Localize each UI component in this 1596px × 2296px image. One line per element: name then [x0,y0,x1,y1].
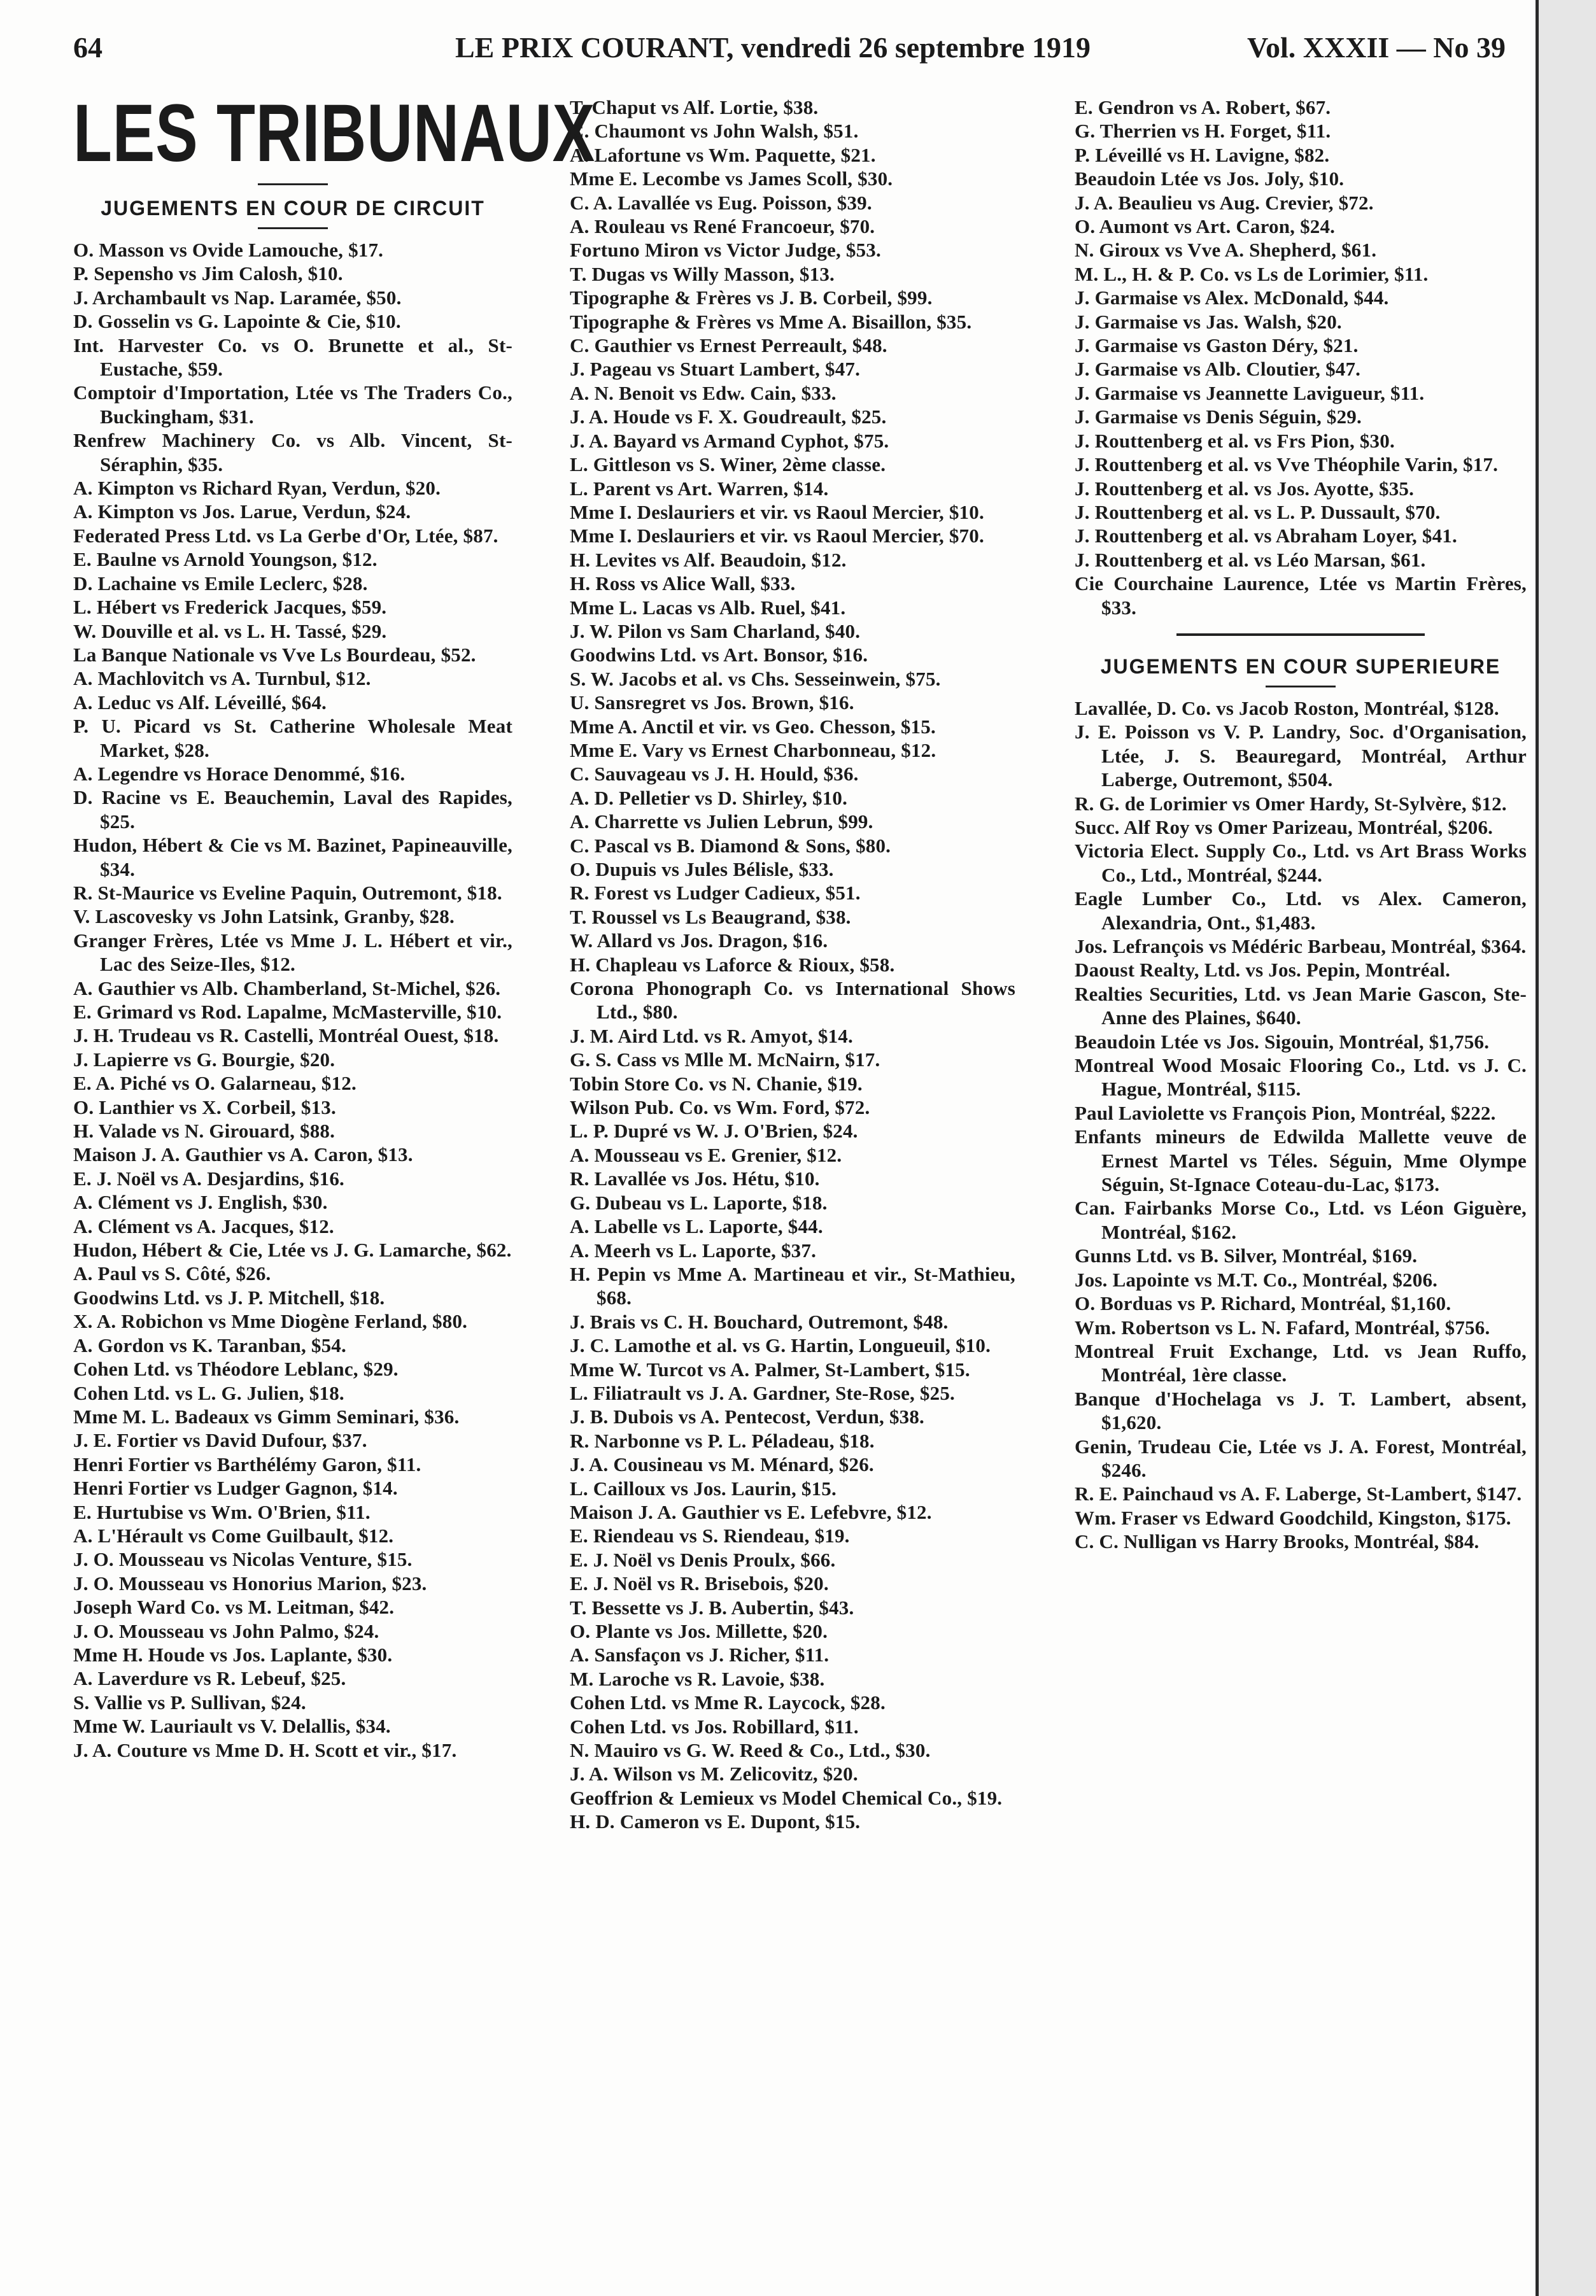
judgement-entry: C. Pascal vs B. Diamond & Sons, $80. [570,834,891,857]
judgement-entry: A. Charrette vs Julien Lebrun, $99. [570,810,873,833]
judgement-entry: J. A. Cousineau vs M. Ménard, $26. [570,1453,874,1476]
judgement-entry: Renfrew Machinery Co. vs Alb. Vincent, St-Séraphin, $35. [73,429,512,475]
judgement-entry: T. Dugas vs Willy Masson, $13. [570,262,835,285]
judgement-entry: P. Sepensho vs Jim Calosh, $10. [73,262,343,285]
judgement-entry: D. Gosselin vs G. Lapointe & Cie, $10. [73,310,401,333]
judgement-entry: Corona Phonograph Co. vs International Shows Ltd., $80. [570,977,1015,1024]
judgement-entry: Tipographe & Frères vs J. B. Corbeil, $99. [570,286,933,309]
judgement-entry: Mme W. Lauriault vs V. Delallis, $34. [73,1715,391,1738]
column-3 [1075,95,1527,1554]
judgement-entry: R. Forest vs Ludger Cadieux, $51. [570,882,861,905]
judgement-entry: J. Lapierre vs G. Bourgie, $20. [73,1048,335,1071]
judgement-entry: J. Garmaise vs Jeannette Lavigueur, $11. [1075,381,1425,404]
judgement-entry: G. Dubeau vs L. Laporte, $18. [570,1191,828,1214]
judgement-entry: D. Racine vs E. Beauchemin, Laval des Rapides, $25. [73,786,512,833]
judgement-entry: S. W. Jacobs et al. vs Chs. Sesseinwein, $75. [570,667,941,690]
judgement-entry: J. C. Lamothe et al. vs G. Hartin, Longueuil, $10. [570,1334,991,1357]
judgement-entry: E. A. Piché vs O. Galarneau, $12. [73,1072,357,1095]
judgement-entry: T. Chaput vs Alf. Lortie, $38. [570,96,819,118]
judgement-entry: E. J. Noël vs Denis Proulx, $66. [570,1548,836,1571]
judgement-entry: E. Gendron vs A. Robert, $67. [1075,96,1331,118]
judgement-entry: Mme L. Lacas vs Alb. Ruel, $41. [570,596,846,619]
judgement-entry: Maison J. A. Gauthier vs A. Caron, $13. [73,1143,413,1166]
judgement-entry: Cohen Ltd. vs L. G. Julien, $18. [73,1381,344,1404]
judgement-entry: T. Bessette vs J. B. Aubertin, $43. [570,1596,854,1619]
judgement-entry: A. Laverdure vs R. Lebeuf, $25. [73,1667,346,1690]
judgement-entry: H. Valade vs N. Girouard, $88. [73,1120,335,1143]
judgement-entry: C. A. Lavallée vs Eug. Poisson, $39. [570,191,872,214]
judgement-entry: U. Sansregret vs Jos. Brown, $16. [570,691,854,714]
judgement-list-superieure [1075,696,1527,1554]
judgement-entry: J. B. Dubois vs A. Pentecost, Verdun, $38. [570,1405,924,1428]
judgement-entry: A. Sansfaçon vs J. Richer, $11. [570,1644,830,1666]
section-divider [1176,633,1425,636]
judgement-entry: Goodwins Ltd. vs J. P. Mitchell, $18. [73,1286,385,1309]
judgement-entry: H. Pepin vs Mme A. Martineau et vir., St-Mathieu, $68. [570,1262,1015,1309]
judgement-entry: A. L'Hérault vs Come Guilbault, $12. [73,1524,394,1547]
judgement-entry: A. N. Benoit vs Edw. Cain, $33. [570,381,837,404]
judgement-entry: J. E. Poisson vs V. P. Landry, Soc. d'Organisation, Ltée, J. S. Beauregard, Montréal, Arthur Laberge, Outremont, $504. [1075,721,1527,791]
judgement-entry: D. Lachaine vs Emile Leclerc, $28. [73,572,368,595]
judgement-entry: R. Lavallée vs Jos. Hétu, $10. [570,1167,820,1190]
judgement-entry: N. Giroux vs Vve A. Shepherd, $61. [1075,239,1377,262]
judgement-entry: S. Vallie vs P. Sullivan, $24. [73,1691,306,1714]
judgement-entry: Lavallée, D. Co. vs Jacob Roston, Montréal, $128. [1075,696,1499,719]
judgement-entry: J. Routtenberg et al. vs Abraham Loyer, $41. [1075,525,1457,547]
judgement-entry: J. O. Mousseau vs John Palmo, $24. [73,1619,379,1642]
column-2 [570,95,1015,1834]
judgement-list-circuit-3 [1075,95,1527,619]
judgement-entry: J. Routtenberg et al. vs Vve Théophile Varin, $17. [1075,453,1499,476]
judgement-entry: J. A. Houde vs F. X. Goudreault, $25. [570,405,887,428]
judgement-entry: J. A. Bayard vs Armand Cyphot, $75. [570,429,889,452]
judgement-entry: O. Plante vs Jos. Millette, $20. [570,1620,828,1642]
masthead-title: LES TRIBUNAUX [73,88,595,179]
judgement-entry: W. Douville et al. vs L. H. Tassé, $29. [73,619,387,642]
judgement-entry: Fortuno Miron vs Victor Judge, $53. [570,239,881,262]
judgement-entry: J. Pageau vs Stuart Lambert, $47. [570,358,861,381]
section-heading-circuit: JUGEMENTS EN COUR DE CIRCUIT [101,197,485,220]
judgement-entry: Jos. Lefrançois vs Médéric Barbeau, Montréal, $364. [1075,935,1527,957]
judgement-entry: Comptoir d'Importation, Ltée vs The Traders Co., Buckingham, $31. [73,381,512,428]
judgement-entry: H. Ross vs Alice Wall, $33. [570,572,796,595]
judgement-entry: J. O. Mousseau vs Honorius Marion, $23. [73,1572,427,1595]
judgement-entry: E. J. Noël vs A. Desjardins, $16. [73,1167,344,1190]
judgement-entry: Paul Laviolette vs François Pion, Montréal, $222. [1075,1101,1496,1124]
judgement-entry: O. Masson vs Ovide Lamouche, $17. [73,239,384,261]
judgement-entry: R. E. Painchaud vs A. F. Laberge, St-Lambert, $147. [1075,1483,1522,1505]
judgement-entry: G. S. Cass vs Mlle M. McNairn, $17. [570,1048,880,1071]
judgement-entry: J. O. Mousseau vs Nicolas Venture, $15. [73,1548,413,1571]
judgement-entry: La Banque Nationale vs Vve Ls Bourdeau, $52. [73,643,476,666]
judgement-entry: R. G. de Lorimier vs Omer Hardy, St-Sylvère, $12. [1075,792,1507,815]
judgement-entry: A. Kimpton vs Jos. Larue, Verdun, $24. [73,500,411,523]
judgement-entry: Wm. Fraser vs Edward Goodchild, Kingston, $175. [1075,1506,1511,1529]
judgement-entry: T. Roussel vs Ls Beaugrand, $38. [570,905,851,928]
judgement-entry: Mme H. Houde vs Jos. Laplante, $30. [73,1643,393,1666]
judgement-entry: Beaudoin Ltée vs Jos. Joly, $10. [1075,167,1345,190]
judgement-entry: Eagle Lumber Co., Ltd. vs Alex. Cameron, Alexandria, Ont., $1,483. [1075,887,1527,934]
judgement-entry: A. Gordon vs K. Taranban, $54. [73,1334,346,1356]
judgement-entry: M. Laroche vs R. Lavoie, $38. [570,1667,825,1690]
judgement-entry: A. Clément vs A. Jacques, $12. [73,1215,334,1237]
judgement-entry: X. A. Robichon vs Mme Diogène Ferland, $80. [73,1310,468,1333]
judgement-entry: Mme M. L. Badeaux vs Gimm Seminari, $36. [73,1405,460,1428]
judgement-entry: P. U. Picard vs St. Catherine Wholesale Meat Market, $28. [73,715,512,761]
judgement-entry: J. Routtenberg et al. vs L. P. Dussault, $70. [1075,500,1441,523]
judgement-entry: Int. Harvester Co. vs O. Brunette et al., St-Eustache, $59. [73,334,512,381]
judgement-entry: J. H. Trudeau vs R. Castelli, Montréal Ouest, $18. [73,1024,499,1047]
judgement-entry: Maison J. A. Gauthier vs E. Lefebvre, $12. [570,1500,932,1523]
judgement-entry: L. Parent vs Art. Warren, $14. [570,477,829,500]
volume-number: Vol. XXXII — No 39 [1247,31,1506,64]
judgement-list-circuit-1 [73,238,512,1762]
judgement-entry: C. C. Nulligan vs Harry Brooks, Montréal, $84. [1075,1530,1479,1553]
scan-page-edge [1539,0,1596,2296]
judgement-entry: H. Chapleau vs Laforce & Rioux, $58. [570,953,895,976]
judgement-entry: Cohen Ltd. vs Théodore Leblanc, $29. [73,1358,399,1381]
judgement-entry: A. Kimpton vs Richard Ryan, Verdun, $20. [73,477,441,500]
judgement-entry: A. Labelle vs L. Laporte, $44. [570,1215,823,1238]
column-1 [73,88,595,1762]
judgement-entry: J. A. Couture vs Mme D. H. Scott et vir., $17. [73,1738,457,1761]
judgement-entry: J. Garmaise vs Denis Séguin, $29. [1075,405,1362,428]
judgement-entry: Tobin Store Co. vs N. Chanie, $19. [570,1072,863,1095]
judgement-entry: J. Routtenberg et al. vs Léo Marsan, $61. [1075,548,1426,571]
judgement-entry: Banque d'Hochelaga vs J. T. Lambert, absent, $1,620. [1075,1387,1527,1434]
judgement-entry: Wilson Pub. Co. vs Wm. Ford, $72. [570,1096,870,1119]
judgement-entry: Jos. Lapointe vs M.T. Co., Montréal, $206. [1075,1268,1438,1291]
judgement-entry: J. Routtenberg et al. vs Jos. Ayotte, $35. [1075,477,1415,500]
divider [1266,686,1336,687]
judgement-entry: Hudon, Hébert & Cie vs M. Bazinet, Papineauville, $34. [73,834,512,880]
judgement-entry: Daoust Realty, Ltd. vs Jos. Pepin, Montréal. [1075,959,1451,982]
judgement-entry: A. Lafortune vs Wm. Paquette, $21. [570,143,876,166]
judgement-entry: G. Therrien vs H. Forget, $11. [1075,120,1331,143]
judgement-entry: J. A. Wilson vs M. Zelicovitz, $20. [570,1763,858,1785]
judgement-entry: O. Lanthier vs X. Corbeil, $13. [73,1095,336,1118]
judgement-entry: A. D. Pelletier vs D. Shirley, $10. [570,786,848,809]
judgement-entry: Hudon, Hébert & Cie, Ltée vs J. G. Lamarche, $62. [73,1239,512,1262]
judgement-entry: Beaudoin Ltée vs Jos. Sigouin, Montréal, $1,756. [1075,1030,1490,1053]
judgement-entry: P. Léveillé vs H. Lavigne, $82. [1075,143,1330,166]
page-number: 64 [73,31,102,64]
judgement-entry: Montreal Fruit Exchange, Ltd. vs Jean Ruffo, Montréal, 1ère classe. [1075,1339,1527,1386]
judgement-entry: O. Borduas vs P. Richard, Montréal, $1,160. [1075,1292,1451,1315]
judgement-entry: A. Leduc vs Alf. Léveillé, $64. [73,691,327,714]
judgement-entry: J. Garmaise vs Alex. McDonald, $44. [1075,286,1389,309]
judgement-entry: Federated Press Ltd. vs La Gerbe d'Or, Ltée, $87. [73,524,498,547]
page-header [73,24,1506,75]
judgement-entry: A. Paul vs S. Côté, $26. [73,1262,271,1285]
judgement-entry: Tipographe & Frères vs Mme A. Bisaillon, $35. [570,310,972,333]
judgement-entry: Goodwins Ltd. vs Art. Bonsor, $16. [570,644,868,666]
judgement-entry: E. Riendeau vs S. Riendeau, $19. [570,1525,850,1547]
judgement-entry: Succ. Alf Roy vs Omer Parizeau, Montréal, $206. [1075,815,1494,838]
judgement-entry: Can. Fairbanks Morse Co., Ltd. vs Léon Giguère, Montréal, $162. [1075,1197,1527,1243]
judgement-entry: Wm. Robertson vs L. N. Fafard, Montréal, $756. [1075,1316,1490,1339]
judgement-entry: Cohen Ltd. vs Mme R. Laycock, $28. [570,1691,886,1714]
judgement-entry: V. Lascovesky vs John Latsink, Granby, $28. [73,905,455,928]
judgement-entry: J. Routtenberg et al. vs Frs Pion, $30. [1075,429,1395,452]
judgement-entry: J. Garmaise vs Gaston Déry, $21. [1075,334,1359,357]
judgement-entry: Cohen Ltd. vs Jos. Robillard, $11. [570,1715,859,1738]
section-heading-superieure: JUGEMENTS EN COUR SUPERIEURE [1100,654,1501,678]
judgement-entry: M. L., H. & P. Co. vs Ls de Lorimier, $11. [1075,262,1429,285]
judgement-entry: A. Gauthier vs Alb. Chamberland, St-Michel, $26. [73,976,501,999]
judgement-entry: A. Rouleau vs René Francoeur, $70. [570,215,875,238]
judgement-entry: O. Dupuis vs Jules Bélisle, $33. [570,858,834,880]
divider [258,227,328,229]
judgement-entry: N. Mauiro vs G. W. Reed & Co., Ltd., $30. [570,1739,931,1762]
judgement-entry: J. Archambault vs Nap. Laramée, $50. [73,286,402,309]
judgement-list-circuit-2 [570,95,1015,1834]
judgement-entry: Victoria Elect. Supply Co., Ltd. vs Art Brass Works Co., Ltd., Montréal, $244. [1075,840,1527,886]
judgement-entry: J. Garmaise vs Alb. Cloutier, $47. [1075,358,1361,381]
judgement-entry: Cie Courchaine Laurence, Ltée vs Martin Frères, $33. [1075,572,1527,619]
judgement-entry: J. M. Aird Ltd. vs R. Amyot, $14. [570,1024,853,1047]
judgement-entry: A. Mousseau vs E. Grenier, $12. [570,1143,842,1166]
judgement-entry: Genin, Trudeau Cie, Ltée vs J. A. Forest, Montréal, $246. [1075,1435,1527,1481]
judgement-entry: Mme E. Lecombe vs James Scoll, $30. [570,167,893,190]
judgement-entry: Montreal Wood Mosaic Flooring Co., Ltd. vs J. C. Hague, Montréal, $115. [1075,1054,1527,1101]
judgement-entry: O. Aumont vs Art. Caron, $24. [1075,215,1336,238]
judgement-entry: L. Hébert vs Frederick Jacques, $59. [73,596,387,619]
judgement-entry: L. Cailloux vs Jos. Laurin, $15. [570,1477,837,1500]
judgement-entry: C. Sauvageau vs J. H. Hould, $36. [570,763,859,785]
judgement-entry: E. Grimard vs Rod. Lapalme, McMasterville, $10. [73,1001,502,1023]
judgement-entry: A. Clément vs J. English, $30. [73,1191,328,1214]
judgement-entry: Enfants mineurs de Edwilda Mallette veuve de Ernest Martel vs Téles. Séguin, Mme Olympe Séguin, St-Ignace Coteau-du-Lac, $173. [1075,1125,1527,1196]
judgement-entry: R. Narbonne vs P. L. Péladeau, $18. [570,1429,875,1452]
judgement-entry: J. Brais vs C. H. Bouchard, Outremont, $48. [570,1310,949,1333]
judgement-entry: J. E. Fortier vs David Dufour, $37. [73,1429,367,1452]
judgement-entry: Mme W. Turcot vs A. Palmer, St-Lambert, $15. [570,1358,970,1381]
judgement-entry: Mme E. Vary vs Ernest Charbonneau, $12. [570,738,936,761]
judgement-entry: Gunns Ltd. vs B. Silver, Montréal, $169. [1075,1244,1418,1267]
judgement-entry: A. Legendre vs Horace Denommé, $16. [73,762,406,785]
judgement-entry: E. Hurtubise vs Wm. O'Brien, $11. [73,1500,371,1523]
judgement-entry: H. Levites vs Alf. Beaudoin, $12. [570,548,847,571]
judgement-entry: C. Gauthier vs Ernest Perreault, $48. [570,334,887,357]
judgement-entry: H. D. Cameron vs E. Dupont, $15. [570,1810,861,1833]
judgement-entry: Geoffrion & Lemieux vs Model Chemical Co., $19. [570,1786,1003,1809]
judgement-entry: Realties Securities, Ltd. vs Jean Marie Gascon, Ste-Anne des Plaines, $640. [1075,982,1527,1029]
judgement-entry: Mme A. Anctil et vir. vs Geo. Chesson, $15. [570,715,936,738]
judgement-entry: W. Allard vs Jos. Dragon, $16. [570,929,828,952]
judgement-entry: E. J. Noël vs R. Brisebois, $20. [570,1572,829,1595]
publication-title: LE PRIX COURANT, vendredi 26 septembre 1919 [455,31,1091,64]
judgement-entry: J. Garmaise vs Jas. Walsh, $20. [1075,310,1342,333]
judgement-entry: Mme I. Deslauriers et vir. vs Raoul Mercier, $10. [570,500,984,523]
judgement-entry: L. Gittleson vs S. Winer, 2ème classe. [570,453,886,476]
judgement-entry: L. P. Dupré vs W. J. O'Brien, $24. [570,1120,858,1143]
scan-edge-line [1536,0,1539,2296]
judgement-entry: J. A. Beaulieu vs Aug. Crevier, $72. [1075,191,1374,214]
judgement-entry: R. St-Maurice vs Eveline Paquin, Outremont, $18. [73,881,502,904]
judgement-entry: A. Machlovitch vs A. Turnbul, $12. [73,667,371,690]
judgement-entry: C. Chaumont vs John Walsh, $51. [570,120,859,143]
judgement-entry: Granger Frères, Ltée vs Mme J. L. Hébert et vir., Lac des Seize-Iles, $12. [73,929,512,976]
judgement-entry: Joseph Ward Co. vs M. Leitman, $42. [73,1596,395,1619]
judgement-entry: Henri Fortier vs Ludger Gagnon, $14. [73,1477,398,1500]
judgement-entry: Henri Fortier vs Barthélémy Garon, $11. [73,1453,421,1475]
judgement-entry: A. Meerh vs L. Laporte, $37. [570,1239,817,1262]
judgement-entry: J. W. Pilon vs Sam Charland, $40. [570,619,861,642]
judgement-entry: E. Baulne vs Arnold Youngson, $12. [73,548,378,571]
divider [258,183,328,185]
judgement-entry: Mme I. Deslauriers et vir. vs Raoul Mercier, $70. [570,525,984,547]
judgement-entry: L. Filiatrault vs J. A. Gardner, Ste-Rose, $25. [570,1381,955,1404]
